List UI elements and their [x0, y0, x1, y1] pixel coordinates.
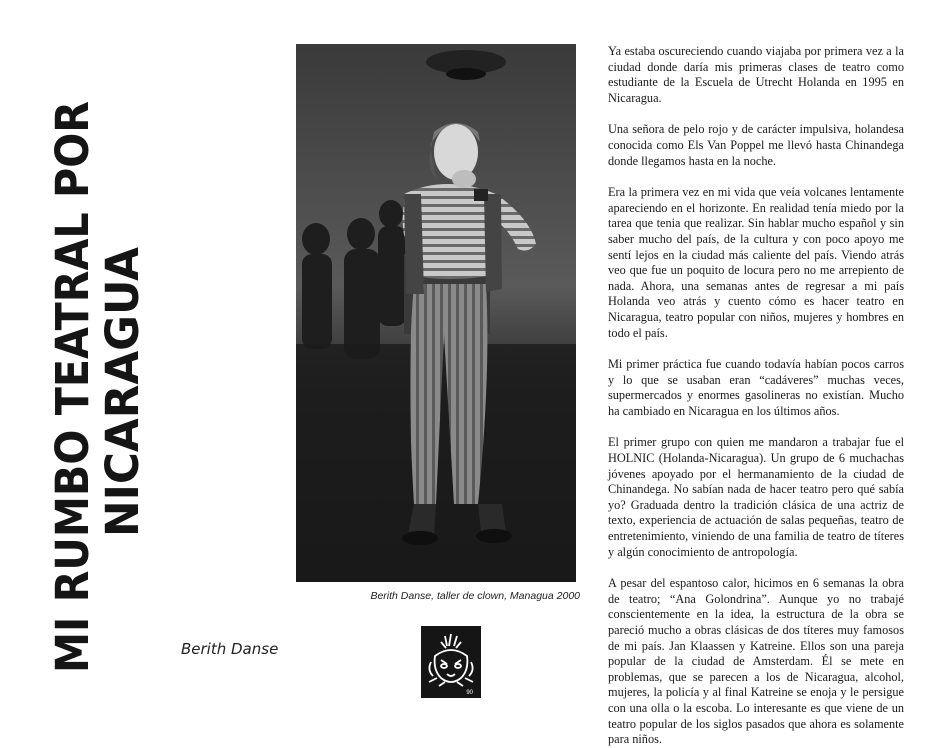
- performer-photo: [296, 44, 576, 582]
- article-body: [608, 44, 904, 747]
- title-line-1: MI RUMBO TEATRAL POR: [46, 48, 99, 673]
- title-line-2: NICARAGUA: [96, 238, 149, 537]
- paragraph: Mi primer práctica fue cuando todavía habían pocos carros y lo que se usaban eran “cadáveres” muchas veces, supermercados y enormes gasolineras no existían. Mucho ha cambiado en Nicaragua en los últimos años.: [608, 357, 904, 418]
- article-title: [20, 48, 149, 680]
- logo-mark: 90: [466, 690, 473, 696]
- mask-logo-icon: [421, 626, 481, 698]
- paragraph: Era la primera vez en mi vida que veía volcanes lentamente apareciendo en el horizonte. En realidad tenía miedo por la tarea que tenia que realizar. Sin hablar mucho español y sin saber mucho del país, de la cultura y con poco apoyo me sentí lejos en la ciudad más caliente del país. Viendo atrás veo que fue un poquito de locura pero no me arrepiento de nada. Ahora, una semanas antes de regresar a mi país Holanda veo atrás y cuento cómo es hacer teatro en Nicaragua, teatro popular con niños, mujeres y hombres en todo el país.: [608, 185, 904, 340]
- paragraph: Ya estaba oscureciendo cuando viajaba por primera vez a la ciudad donde daría mis primeras clases de teatro como estudiante de la Escuela de Utrecht Holanda en 1995 en Nicaragua.: [608, 44, 904, 105]
- paragraph: El primer grupo con quien me mandaron a trabajar fue el HOLNIC (Holanda-Nicaragua). Un grupo de 6 muchachas jóvenes apoyado por el hermanamiento de la ciudad de Chinandega. No sabían nada de hacer teatro pero qué sabía yo? Graduada dentro la tradición clásica de una actriz de texto, experiencia de actuación de salas pequeñas, teatro de entretenimiento, viniendo de una familia de teatro de títeres y algún conocimiento de antropología.: [608, 435, 904, 559]
- paragraph: Una señora de pelo rojo y de carácter impulsiva, holandesa conocida como Els Van Poppel me llevó hasta Chinandega donde llegamos hasta en la noche.: [608, 122, 904, 168]
- author-name: Berith Danse: [181, 640, 279, 658]
- paragraph: A pesar del espantoso calor, hicimos en 6 semanas la obra de teatro; “Ana Golondrina”. Aunque yo no trabajé conscientemente en la idea, la estructura de la obra se pareció mucho a obras clásicas de dos títeres muy famosos de mi país. Jan Klaassen y Katreine. Ellos son una pareja popular de la ciudad de Amsterdam. Él se mete en problemas, que se parecen a los de Nicaragua, alcohol, mujeres, la policía y al final Katreine se enoja y le persigue con una olla o la escoba. Lo interesante es que viene de un teatro popular de los siglos pasados que ahora es solamente para niños.: [608, 576, 904, 747]
- photo-caption: Berith Danse, taller de clown, Managua 2000: [370, 590, 580, 602]
